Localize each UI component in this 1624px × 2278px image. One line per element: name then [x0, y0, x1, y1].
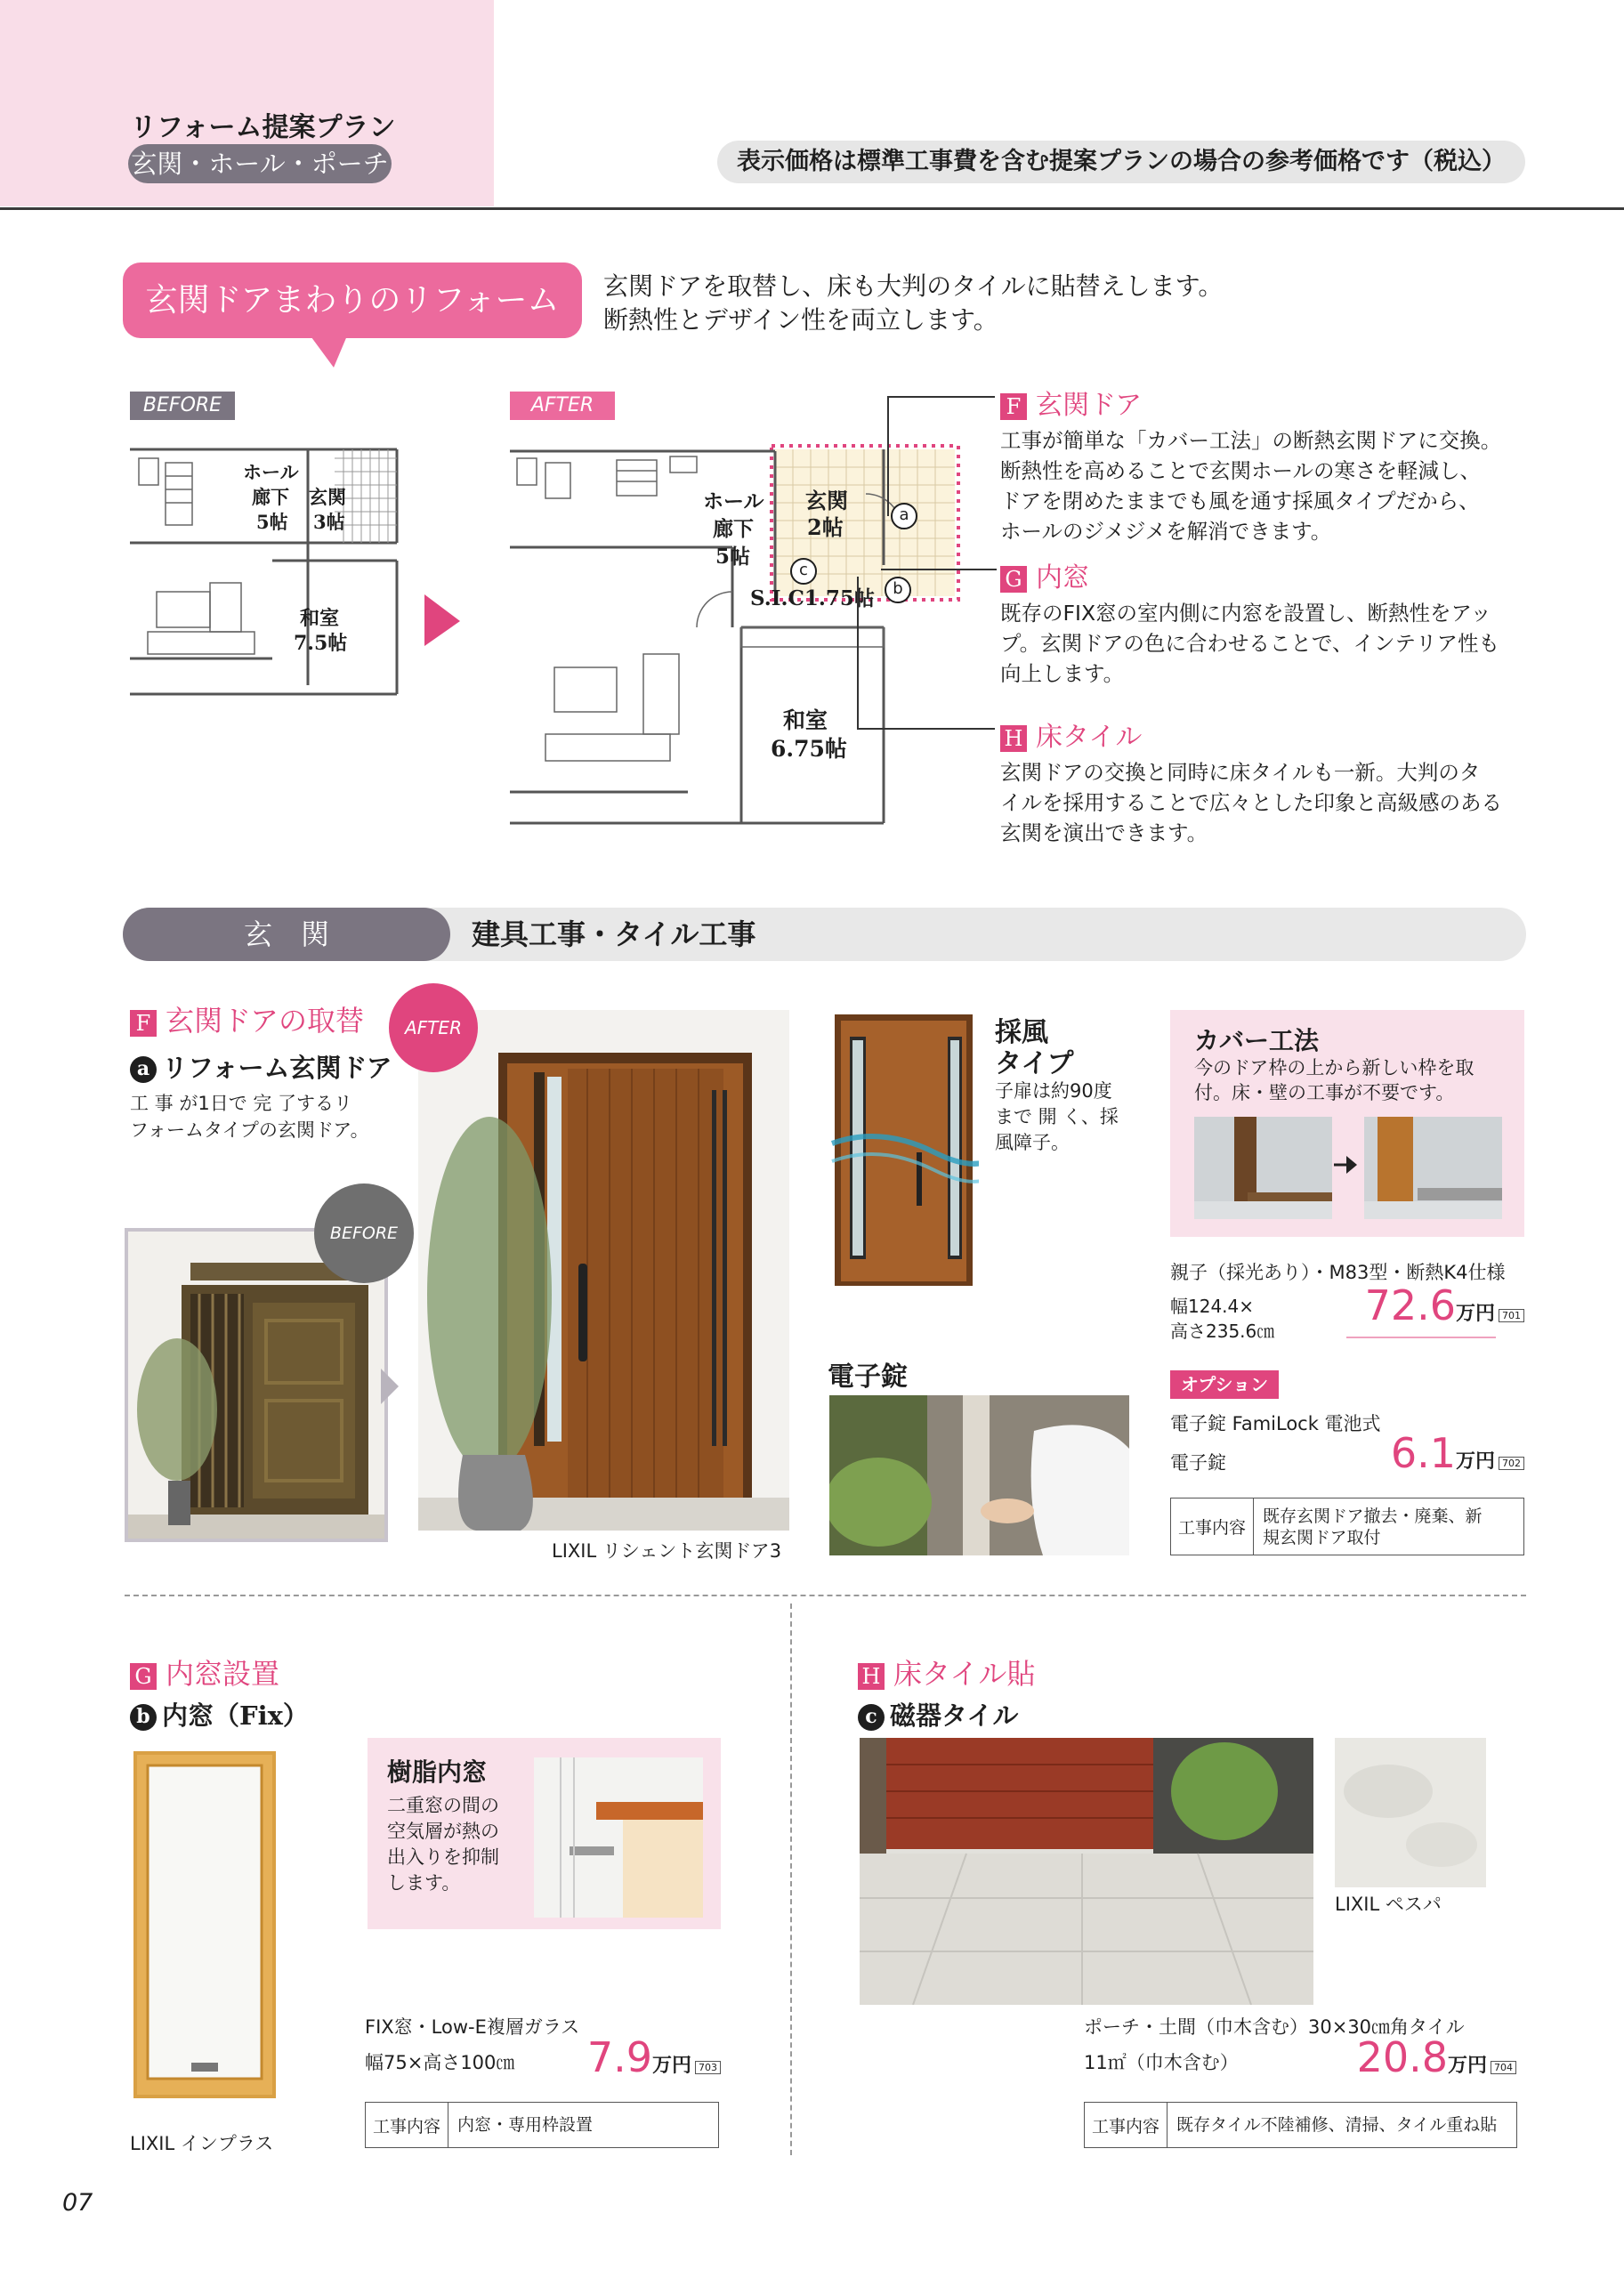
option-price-unit: 万円: [1455, 1450, 1495, 1473]
window-heading: [130, 1652, 279, 1692]
callout-f-letter: F: [1000, 393, 1027, 420]
denshi-photo: [829, 1395, 1129, 1555]
door-title: 玄関ドアの取替: [166, 1004, 365, 1038]
callout-g-title: 内窓: [1036, 562, 1089, 594]
resin-photo: [534, 1757, 703, 1918]
callout-g-line: 既存のFIX窓の室内側に内窓を設置し、断熱性をアッ: [1000, 601, 1491, 626]
cover-before-photo: [1194, 1117, 1332, 1219]
saifu-title-2: タイプ: [995, 1048, 1074, 1079]
intro-bubble-text: 玄関ドアまわりのリフォーム: [145, 282, 560, 319]
before-room-hall: ホール: [243, 461, 299, 483]
denshi-image: [829, 1395, 1129, 1555]
callout-f-line: 工事が簡単な「カバー工法」の断熱玄関ドアに交換。: [1000, 428, 1502, 453]
resin-image: [534, 1757, 703, 1918]
tile-spec: ポーチ・土間（巾木含む）30×30㎝角タイル: [1084, 2016, 1465, 2038]
tile-photo: [860, 1738, 1313, 2005]
after-room-sic: S.I.C1.75帖: [750, 586, 875, 610]
price-notice: 表示価格は標準工事費を含む提案プランの場合の参考価格です（税込）: [717, 141, 1525, 183]
section-bar-right: 建具工事・タイル工事: [472, 917, 756, 951]
callout-leader-lines: [854, 392, 1006, 747]
after-room-corridor: 廊下: [713, 517, 754, 541]
before-room-washitsu: 和室: [300, 607, 340, 630]
callout-f-line: 断熱性を高めることで玄関ホールの寒さを軽減し、: [1000, 458, 1482, 483]
saifu-desc-line: 子扉は約90度: [995, 1080, 1112, 1102]
door-letter: F: [130, 1010, 157, 1037]
after-room-entry: 玄関: [805, 488, 848, 513]
window-item-title: 内窓（Fix）: [162, 1700, 309, 1731]
window-price-code: 703: [695, 2061, 721, 2074]
option-name: 電子錠 FamiLock 電池式: [1170, 1413, 1381, 1434]
tile-price-code: 704: [1491, 2061, 1516, 2074]
before-room-corridor-size: 5帖: [256, 511, 288, 533]
option-price: 6.1: [1390, 1429, 1456, 1477]
cover-desc-2: 付。床・壁の工事が不要です。: [1194, 1082, 1455, 1103]
after-label: AFTER: [510, 392, 615, 420]
saifu-door-image: [828, 1010, 979, 1290]
door-item: [130, 1048, 392, 1085]
tile-sample-photo: [1335, 1738, 1486, 1887]
tile-sample-image: [1335, 1738, 1486, 1887]
window-item-marker: b: [130, 1704, 157, 1731]
tile-letter: H: [858, 1663, 885, 1690]
before-badge: BEFORE: [314, 1183, 414, 1283]
callout-f-title: 玄関ドア: [1036, 390, 1143, 421]
page-number: 07: [62, 2189, 93, 2217]
door-heading: [130, 998, 364, 1039]
window-image: [133, 1751, 276, 2098]
tile-sample-caption: LIXIL ペスパ: [1335, 1894, 1442, 1915]
marker-c: c: [790, 558, 817, 585]
tile-price: 20.8: [1356, 2033, 1448, 2081]
option-price-code: 702: [1499, 1457, 1524, 1470]
callout-h-line: 玄関を演出できます。: [1000, 820, 1208, 845]
callout-g: [1000, 555, 1534, 689]
callout-h-line: イルを採用することで広々とした印象と高級感のある: [1000, 790, 1502, 815]
window-size: 幅75×高さ100㎝: [365, 2052, 515, 2073]
saifu-desc-line: まで 開 く、採: [995, 1106, 1119, 1127]
cover-arrow-icon: [1332, 1152, 1359, 1177]
marker-b: b: [885, 577, 911, 603]
door-item-marker: a: [130, 1056, 157, 1083]
after-room-hall: ホール: [703, 489, 764, 513]
callout-g-letter: G: [1000, 566, 1027, 593]
dashed-divider-vertical: [790, 1603, 792, 2155]
resin-desc-line: 空気層が熱の: [387, 1821, 499, 1842]
bubble-tail: [307, 334, 351, 369]
tile-work-value: 既存タイル不陸補修、清掃、タイル重ね貼: [1176, 2115, 1498, 2135]
callout-f-line: ドアを閉めたままでも風を通す採風タイプだから、: [1000, 489, 1480, 513]
resin-desc-line: 出入りを抑制: [387, 1846, 499, 1868]
marker-a: a: [891, 503, 917, 529]
door-work-value-2: 規玄関ドア取付: [1263, 1527, 1381, 1547]
before-label: BEFORE: [130, 392, 235, 420]
door-desc-2: フォームタイプの玄関ドア。: [130, 1119, 369, 1141]
door-price-unit: 万円: [1455, 1303, 1495, 1325]
denshi-title: 電子錠: [828, 1361, 908, 1393]
tile-item: [858, 1696, 1018, 1733]
callout-h-letter: H: [1000, 725, 1027, 752]
door-price: 72.6: [1364, 1281, 1456, 1329]
door-item-title: リフォーム玄関ドア: [162, 1053, 392, 1083]
cover-before-image: [1194, 1117, 1332, 1219]
tile-work-label: 工事内容: [1085, 2103, 1168, 2147]
window-item: [130, 1696, 309, 1733]
after-badge: AFTER: [389, 983, 478, 1072]
before-room-entry-size: 3帖: [313, 511, 345, 533]
window-caption: LIXIL インプラス: [130, 2133, 274, 2154]
before-room-washitsu-size: 7.5帖: [294, 632, 348, 655]
header-divider: [0, 207, 1624, 210]
callout-f-line: ホールのジメジメを解消できます。: [1000, 519, 1332, 544]
after-door-photo: [418, 1010, 789, 1531]
cover-desc-1: 今のドア枠の上から新しい枠を取: [1194, 1057, 1475, 1078]
before-room-entry: 玄関: [309, 486, 346, 508]
intro-line-1: 玄関ドアを取替し、床も大判のタイルに貼替えします。: [603, 271, 1224, 301]
tile-title: 床タイル貼: [893, 1657, 1036, 1691]
saifu-title-1: 採風: [995, 1017, 1048, 1048]
option-item: 電子錠: [1170, 1452, 1226, 1474]
door-size-2: 高さ235.6㎝: [1170, 1321, 1275, 1342]
before-room-corridor: 廊下: [252, 486, 289, 508]
door-spec: 親子（採光あり）・M83型・断熱K4仕様: [1170, 1262, 1506, 1283]
door-work-label: 工事内容: [1171, 1498, 1254, 1555]
intro-line-2: 断熱性とデザイン性を両立します。: [603, 305, 998, 335]
tile-item-title: 磁器タイル: [890, 1700, 1019, 1731]
callout-g-line: プ。玄関ドアの色に合わせることで、インテリア性も: [1000, 631, 1499, 656]
door-price-underline: [1346, 1337, 1496, 1338]
tile-heading: [858, 1652, 1035, 1692]
cover-title: カバー工法: [1194, 1026, 1320, 1055]
dashed-divider-horizontal: [125, 1595, 1526, 1596]
window-spec: FIX窓・Low-E複層ガラス: [365, 2016, 580, 2038]
door-work-value-1: 既存玄関ドア撤去・廃棄、新: [1263, 1506, 1483, 1526]
door-size-1: 幅124.4×: [1170, 1296, 1255, 1317]
category-pill: 玄関・ホール・ポーチ: [128, 144, 392, 183]
tile-price-unit: 万円: [1447, 2055, 1487, 2077]
saifu-door-photo: [828, 1010, 979, 1290]
door-desc-1: 工 事 が1日で 完 了するリ: [130, 1093, 353, 1114]
option-price-row: [1346, 1429, 1524, 1477]
tile-area: 11㎡（巾木含む）: [1084, 2052, 1239, 2073]
resin-desc: [387, 1793, 499, 1896]
after-room-washitsu: 和室: [783, 707, 828, 733]
resin-title: 樹脂内窓: [387, 1757, 488, 1787]
door-price-row: [1346, 1281, 1524, 1329]
window-work-table: [365, 2102, 719, 2148]
window-title: 内窓設置: [166, 1657, 280, 1691]
before-to-after-arrow-icon: [381, 1369, 400, 1404]
window-letter: G: [130, 1663, 157, 1690]
resin-desc-line: 二重窓の間の: [387, 1795, 499, 1816]
after-room-corridor-size: 5帖: [715, 545, 751, 569]
arrow-right-icon: [424, 594, 462, 648]
after-room-washitsu-size: 6.75帖: [771, 736, 847, 762]
tile-work-table: [1084, 2102, 1517, 2148]
door-work-table: [1170, 1498, 1524, 1555]
tile-price-row: [1297, 2033, 1516, 2081]
cover-after-photo: [1364, 1117, 1502, 1219]
window-photo: [133, 1751, 276, 2098]
section-bar-left: 玄 関: [123, 908, 450, 961]
door-caption: LIXIL リシェント玄関ドア3: [552, 1540, 782, 1562]
window-price-unit: 万円: [651, 2055, 691, 2077]
cover-after-image: [1364, 1117, 1502, 1219]
after-door-image: [418, 1010, 789, 1531]
callout-h-title: 床タイル: [1036, 722, 1143, 753]
saifu-desc-line: 風障子。: [995, 1132, 1070, 1153]
callout-g-line: 向上します。: [1000, 661, 1125, 686]
door-work-value: [1254, 1498, 1491, 1555]
saifu-desc: [995, 1078, 1119, 1156]
callout-h-line: 玄関ドアの交換と同時に床タイルも一新。大判のタ: [1000, 760, 1481, 785]
tile-image: [860, 1738, 1313, 2005]
after-room-entry-size: 2帖: [807, 514, 844, 540]
callout-f: [1000, 383, 1534, 546]
plan-label: リフォーム提案プラン: [130, 112, 396, 143]
option-badge: オプション: [1170, 1370, 1279, 1399]
window-price-row: [543, 2033, 721, 2081]
door-price-code: 701: [1499, 1309, 1524, 1322]
window-work-value: 内窓・専用枠設置: [457, 2115, 594, 2135]
window-work-label: 工事内容: [366, 2103, 448, 2147]
resin-desc-line: します。: [387, 1872, 461, 1894]
callout-h: [1000, 715, 1534, 848]
tile-item-marker: c: [858, 1704, 885, 1731]
window-price: 7.9: [586, 2033, 652, 2081]
